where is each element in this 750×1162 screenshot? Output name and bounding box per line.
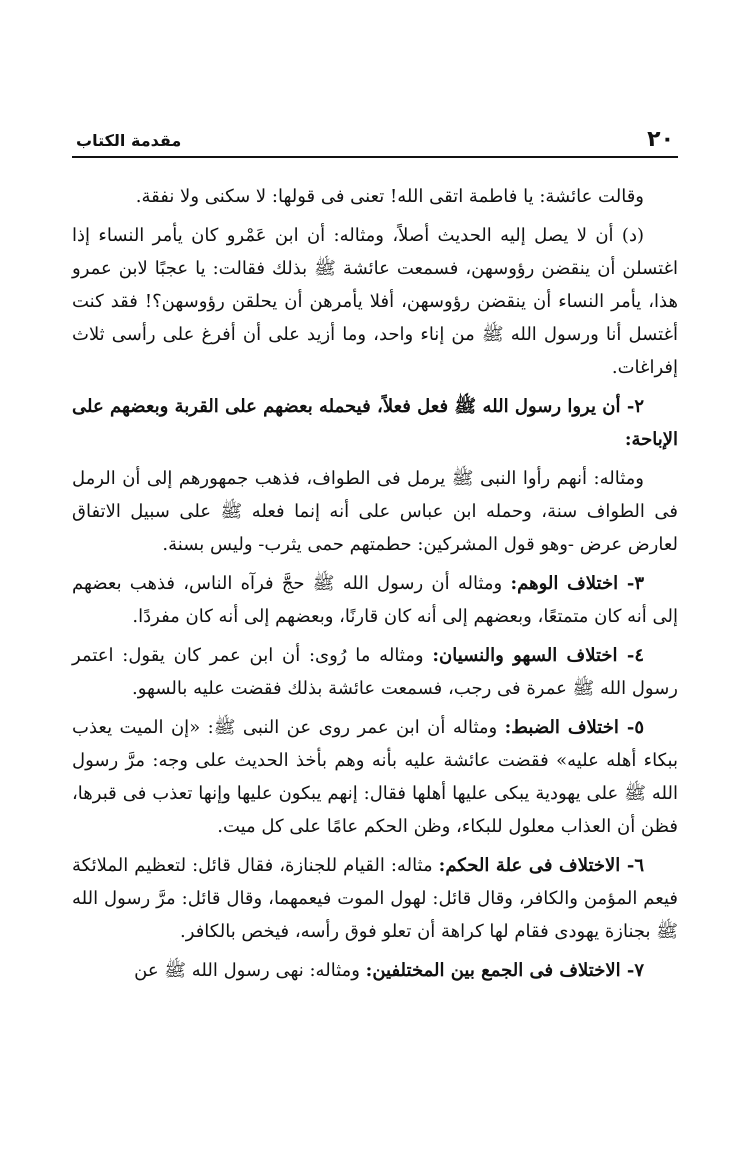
section-heading-text: ٥- اختلاف الضبط: (504, 717, 644, 738)
paragraph-text: ومثاله أن ابن عمر روى عن النبى ﷺ: «إن الميت يعذب ببكاء أهله عليه» فقضت عائشة عليه بأنه وهم بأخذ الحديث على وجه: مرَّ رسول الله ﷺ على يهودية يبكى عليها أهلها فقال: إنهم يبكون عليها وإنها تعذب فى قبرها، فظن أن العذاب معلول للبكاء، وظن الحكم عامًا على كل ميت. (72, 717, 678, 837)
paragraph-1 (72, 180, 678, 213)
paragraph-example-2 (72, 462, 678, 561)
paragraph-text: ومثاله: أنهم رأوا النبى ﷺ يرمل فى الطواف، فذهب جمهورهم إلى أن الرمل فى الطواف سنة، وحمله ابن عباس على أنه إنما فعله ﷺ على سبيل الاتفاق لعارض عرض -وهو قول المشركين: حطمتهم حمى يثرب- وليس بسنة. (72, 468, 678, 555)
paragraph-text: ومثاله أن رسول الله ﷺ حجَّ فرآه الناس، فذهب بعضهم إلى أنه كان متمتعًا، وبعضهم إلى أنه كان قارنًا، وبعضهم إلى أنه كان مفردًا. (72, 573, 678, 627)
section-heading-text: ٧- الاختلاف فى الجمع بين المختلفين: (365, 960, 644, 981)
paragraph-text: (د) أن لا يصل إليه الحديث أصلاً، ومثاله: أن ابن عَمْرو كان يأمر النساء إذا اغتسلن أن ينقضن رؤوسهن، فسمعت عائشة ﷺ بذلك فقالت: يا عجبًا لابن عمرو هذا، يأمر النساء أن ينقضن رؤوسهن، أفلا يأمرهن أن يحلقن رؤوسهن؟! فقد كنت أغتسل أنا ورسول الله ﷺ من إناء واحد، وما أزيد على أن أفرغ على رأسى ثلاث إفراغات. (72, 225, 678, 378)
section-6 (72, 849, 678, 948)
page-header (72, 128, 678, 158)
section-3 (72, 567, 678, 633)
paragraph-text: مثاله: القيام للجنازة، فقال قائل: لتعظيم الملائكة فيعم المؤمن والكافر، وقال قائل: لهول الموت فيعمهما، وقال قائل: مرَّ رسول الله ﷺ بجنازة يهودى فقام لها كراهة أن تعلو فوق رأسه، فيخص بالكافر. (72, 855, 678, 942)
section-5 (72, 711, 678, 843)
running-title: مقدمة الكتاب (76, 131, 182, 150)
section-heading-text: ٦- الاختلاف فى علة الحكم: (438, 855, 644, 876)
paragraph-text: ومثاله ما رُوى: أن ابن عمر كان يقول: اعتمر رسول الله ﷺ عمرة فى رجب، فسمعت عائشة بذلك فقضت عليه بالسهو. (72, 645, 678, 699)
page-number: ٢٠ (647, 127, 674, 152)
section-heading-2 (72, 390, 678, 456)
paragraph-text: ومثاله: نهى رسول الله ﷺ عن (134, 960, 366, 981)
paragraph-text: وقالت عائشة: يا فاطمة اتقى الله! تعنى فى قولها: لا سكنى ولا نفقة. (135, 186, 644, 207)
paragraph-2 (72, 219, 678, 384)
section-heading-text: ٣- اختلاف الوهم: (510, 573, 644, 594)
section-4 (72, 639, 678, 705)
section-heading-text: ٢- أن يروا رسول الله ﷺ فعل فعلاً، فيحمله بعضهم على القربة وبعضهم على الإباحة: (72, 396, 678, 450)
section-heading-text: ٤- اختلاف السهو والنسيان: (432, 645, 644, 666)
page-body (72, 180, 678, 987)
section-7 (72, 954, 678, 987)
